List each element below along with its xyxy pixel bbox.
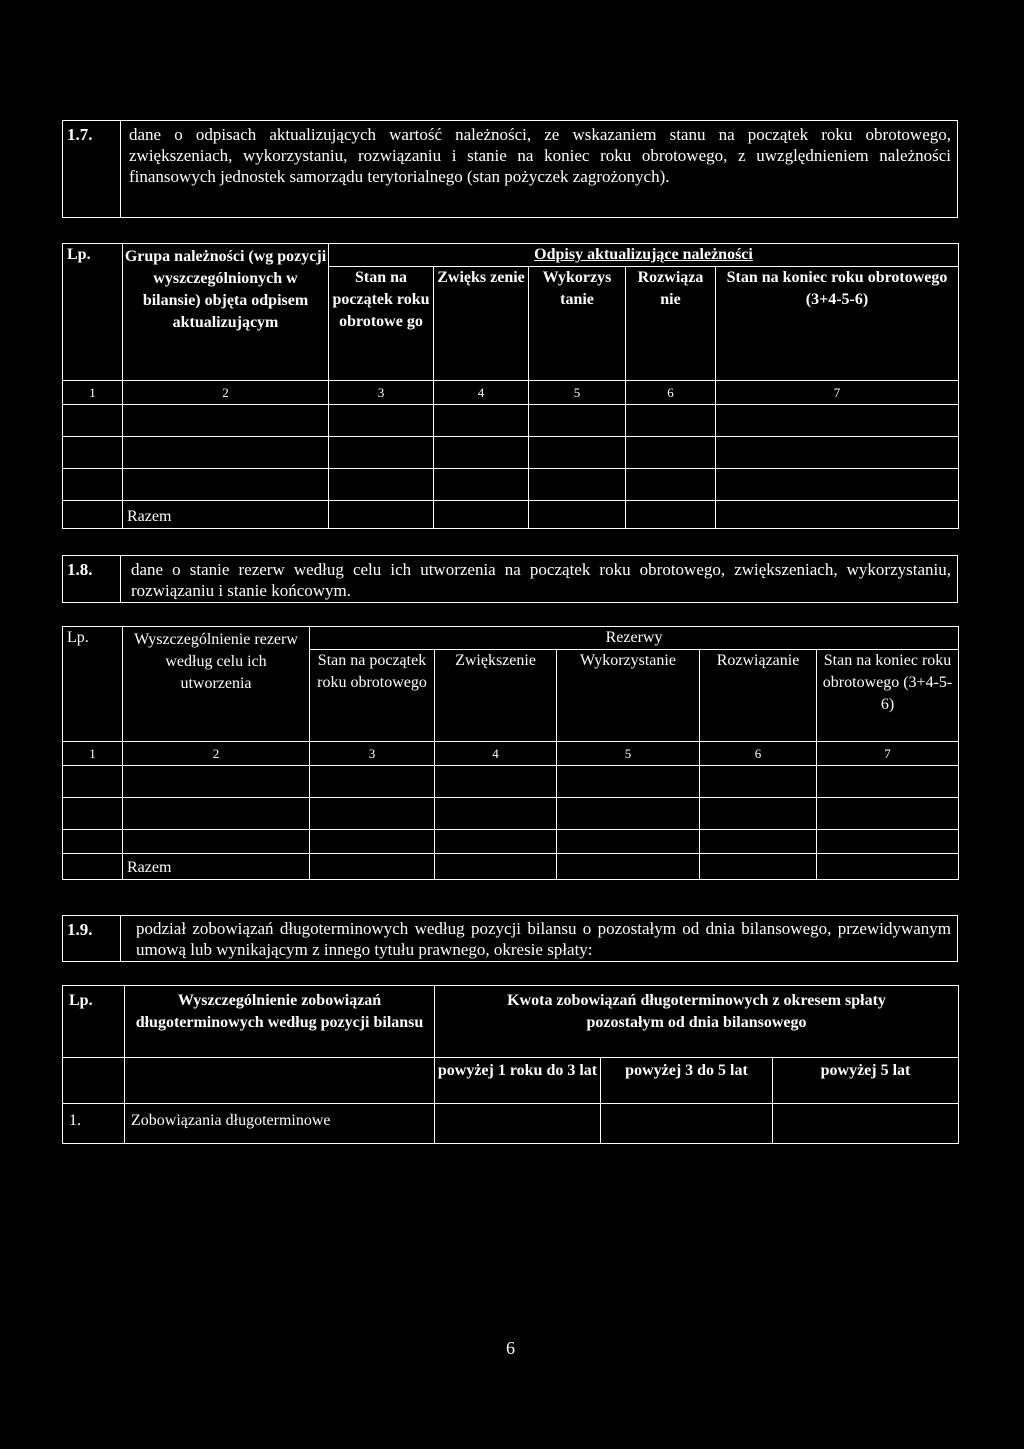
col-number: 6 [700,742,817,766]
col-number: 1 [63,381,123,405]
col-header-end: Stan na koniec roku obrotowego (3+4-5-6) [716,267,959,381]
section-description: podział zobowiązań długoterminowych według pozycji bilansu o pozostałym od dnia bilansowego, przewidywanym umową lub wynikającym z innego tytułu prawnego, okresie spłaty: [136,919,951,959]
section-number: 1.8. [67,560,93,579]
col-number: 4 [435,742,557,766]
table-row [63,766,959,798]
col-header-increase: Zwięks zenie [434,267,529,381]
col-header-group: Grupa należności (wg pozycji wyszczególnionych w bilansie) objęta odpisem aktualizującym [123,244,329,381]
col-header-3-5: powyżej 3 do 5 lat [601,1058,773,1104]
section-description: dane o odpisach aktualizujących wartość należności, ze wskazaniem stanu na początek roku obrotowego, zwiększeniach, wykorzystaniu, rozwiązaniu i stanie na koniec roku obrotowego, z uwzględnieniem należności finansowych jednostek samorządu terytorialnego (stan pożyczek zagrożonych). [129,125,951,186]
col-header-resolved: Rozwiąza nie [626,267,716,381]
total-label: Razem [123,854,310,880]
col-header-spec: Wyszczególnienie zobowiązań długoterminowych według pozycji bilansu [125,986,435,1058]
col-number: 1 [63,742,123,766]
col-number: 4 [434,381,529,405]
section-number: 1.7. [67,125,93,144]
col-number: 3 [329,381,434,405]
col-number: 2 [123,381,329,405]
col-header-increase: Zwiększenie [435,650,557,742]
col-header-rezerwy: Rezerwy [310,627,959,650]
page-number: 6 [506,1338,515,1358]
section-1-7-header [62,120,958,218]
total-row [63,854,959,880]
section-number: 1.9. [67,920,93,939]
col-header-end: Stan na koniec roku obrotowego (3+4-5-6) [817,650,959,742]
col-header-5: powyżej 5 lat [773,1058,959,1104]
col-header-lp: Lp. [63,244,123,381]
col-number: 5 [529,381,626,405]
table-1-8 [62,626,959,880]
col-header-resolved: Rozwiązanie [700,650,817,742]
row-lp: 1. [63,1104,125,1144]
table-row [63,469,959,501]
total-label: Razem [123,501,329,529]
table-row [63,405,959,437]
table-row [63,437,959,469]
col-header-used: Wykorzys tanie [529,267,626,381]
col-header-start: Stan na początek roku obrotowe go [329,267,434,381]
col-header-spec: Wyszczególnienie rezerw według celu ich utworzenia [123,627,310,742]
col-header-amount: Kwota zobowiązań długoterminowych z okresem spłaty pozostałym od dnia bilansowego [435,986,959,1058]
col-number: 7 [716,381,959,405]
col-header-lp: Lp. [63,627,123,742]
section-1-9-header [62,915,958,962]
col-header-1-3: powyżej 1 roku do 3 lat [435,1058,601,1104]
col-number: 7 [817,742,959,766]
col-number: 2 [123,742,310,766]
table-row [63,798,959,830]
table-1-7 [62,243,959,529]
col-header-lp: Lp. [63,986,125,1058]
col-header-odpisy: Odpisy aktualizujące należności [329,244,959,267]
table-row [63,830,959,854]
col-header-start: Stan na początek roku obrotowego [310,650,435,742]
col-number: 5 [557,742,700,766]
total-row [63,501,959,529]
table-1-9 [62,985,959,1144]
section-1-8-header [62,555,958,603]
row-label: Zobowiązania długoterminowe [125,1104,435,1144]
col-number: 3 [310,742,435,766]
col-header-used: Wykorzystanie [557,650,700,742]
col-number: 6 [626,381,716,405]
table-row [63,1104,959,1144]
section-description: dane o stanie rezerw według celu ich utworzenia na początek roku obrotowego, zwiększeniach, wykorzystaniu, rozwiązaniu i stanie końcowym. [131,560,951,600]
